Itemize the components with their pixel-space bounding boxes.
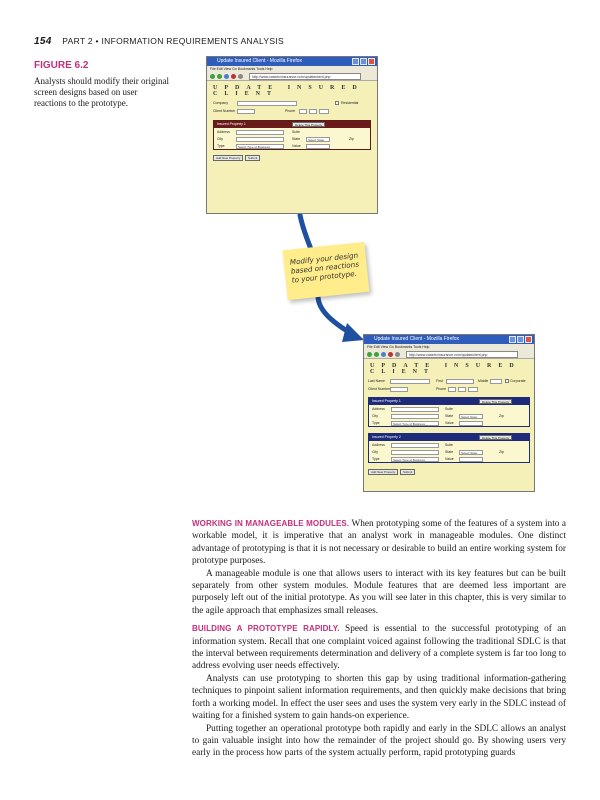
middle-name-field bbox=[490, 379, 502, 384]
arrow-head bbox=[342, 323, 364, 342]
city-field bbox=[391, 450, 439, 455]
type-label: Type bbox=[372, 457, 380, 461]
section-heading-modules: WORKING IN MANAGEABLE MODULES. bbox=[192, 519, 350, 528]
residential-label: Residential bbox=[341, 101, 359, 105]
state-label: State bbox=[445, 450, 454, 454]
address-field bbox=[391, 407, 439, 412]
forward-icon bbox=[217, 74, 222, 79]
maximize-icon bbox=[360, 58, 367, 65]
first-name-field bbox=[446, 379, 474, 384]
client-number-label: Client Number bbox=[213, 109, 236, 113]
address-label: Address bbox=[372, 407, 385, 411]
phone-prefix bbox=[458, 387, 466, 392]
forward-icon bbox=[374, 352, 379, 357]
city-field bbox=[236, 137, 284, 142]
city-label: City bbox=[217, 137, 224, 141]
menu-bar: File Edit View Go Bookmarks Tools Help bbox=[207, 66, 377, 72]
zip-label: Zip bbox=[499, 414, 504, 418]
close-icon bbox=[525, 336, 532, 343]
part-title: PART 2 • INFORMATION REQUIREMENTS ANALYSIS bbox=[62, 36, 284, 46]
state-label: State bbox=[445, 414, 454, 418]
address-bar: http://www.casinhcinsurance.com/updateclient.php bbox=[249, 73, 361, 80]
middle-name-label: Middle bbox=[478, 379, 489, 383]
address-field bbox=[391, 443, 439, 448]
home-icon bbox=[395, 352, 400, 357]
city-field bbox=[391, 414, 439, 419]
minimize-icon bbox=[509, 336, 516, 343]
panel-title: Insured Property 1 bbox=[217, 122, 246, 126]
section1-paragraph-1: When prototyping some of the features of a system into a workable model, it is imperative that an analyst work in manageable modules. One distinct advantage of prototyping is that it is not necessary or desirable to build an entire working system for prototype purposes. bbox=[192, 519, 567, 567]
reload-icon bbox=[381, 352, 386, 357]
type-select: Select Type of Business bbox=[391, 421, 439, 426]
company-field bbox=[237, 101, 297, 106]
reload-icon bbox=[224, 74, 229, 79]
last-name-field bbox=[390, 379, 430, 384]
stop-icon bbox=[388, 352, 393, 357]
last-name-label: Last Name bbox=[368, 379, 385, 383]
panel-header bbox=[369, 434, 529, 441]
nav-bar bbox=[207, 72, 377, 81]
delete-property-button: Delete This Property bbox=[292, 122, 325, 127]
state-select: Select State bbox=[459, 414, 483, 419]
phone-area bbox=[448, 387, 456, 392]
company-label: Company bbox=[213, 101, 228, 105]
window-titlebar bbox=[364, 335, 534, 344]
value-field bbox=[459, 421, 483, 426]
phone-prefix bbox=[309, 109, 317, 114]
state-select: Select State bbox=[306, 137, 330, 142]
submit-button: Submit bbox=[245, 155, 260, 161]
client-number-label: Client Number bbox=[368, 387, 391, 391]
client-number-field bbox=[237, 109, 255, 114]
body-text bbox=[192, 518, 566, 760]
city-label: City bbox=[372, 450, 379, 454]
section2-paragraph-1: Speed is essential to the successful prototyping of an information system. Recall that one complaint voiced against following the traditional SDLC is that the interval between requirements determination and delivery of a complete system is far too long to address evolving user needs effectively. bbox=[192, 624, 566, 672]
back-icon bbox=[367, 352, 372, 357]
city-label: City bbox=[372, 414, 379, 418]
phone-label: Phone bbox=[436, 387, 447, 391]
window-titlebar bbox=[207, 57, 377, 66]
note-text: Modify your design based on reactions to your prototype. bbox=[289, 250, 360, 285]
address-bar: http://www.casinhcinsurance.com/updateclient.php bbox=[406, 351, 518, 358]
residential-checkbox bbox=[335, 101, 339, 105]
value-field bbox=[306, 144, 330, 149]
minimize-icon bbox=[352, 58, 359, 65]
nav-bar bbox=[364, 350, 534, 359]
state-select: Select State bbox=[459, 450, 483, 455]
suite-label: Suite bbox=[445, 443, 453, 447]
screenshot-modified bbox=[363, 334, 535, 492]
sticky-note bbox=[283, 242, 370, 300]
phone-area bbox=[299, 109, 307, 114]
suite-label: Suite bbox=[292, 130, 300, 134]
delete-property-button: Delete This Property bbox=[479, 399, 512, 404]
property-panel-2 bbox=[368, 433, 530, 463]
type-label: Type bbox=[217, 144, 225, 148]
property-panel bbox=[213, 120, 371, 150]
address-field bbox=[236, 130, 284, 135]
section2-paragraph-3: Putting together an operational prototype both rapidly and early in the SDLC allows an analyst to gain valuable insight into how the remainder of the project should go. By showing users very early in the process how parts of the system actually perform, rapid prototyping guards bbox=[192, 723, 566, 759]
zip-label: Zip bbox=[499, 450, 504, 454]
client-number-field bbox=[390, 387, 408, 392]
panel-header bbox=[214, 121, 370, 128]
menu-bar: File Edit View Go Bookmarks Tools Help bbox=[364, 344, 534, 350]
panel-title: Insured Property 2 bbox=[372, 435, 401, 439]
zip-label: Zip bbox=[349, 137, 354, 141]
maximize-icon bbox=[517, 336, 524, 343]
phone-label: Phone bbox=[285, 109, 296, 113]
screenshot-original bbox=[206, 56, 378, 214]
value-label: Value bbox=[445, 457, 454, 461]
add-property-button: Add New Property bbox=[368, 469, 398, 475]
phone-number bbox=[468, 387, 478, 392]
submit-button: Submit bbox=[400, 469, 415, 475]
type-select: Select Type of Business bbox=[236, 144, 284, 149]
corporate-checkbox bbox=[505, 379, 509, 383]
suite-label: Suite bbox=[445, 407, 453, 411]
window-title: Update Insured Client - Mozilla Firefox bbox=[217, 58, 303, 64]
add-property-button: Add New Property bbox=[213, 155, 243, 161]
form-title: UPDATE INSURED CLIENT bbox=[370, 363, 521, 375]
corporate-label: Corporate bbox=[510, 379, 526, 383]
stop-icon bbox=[231, 74, 236, 79]
home-icon bbox=[238, 74, 243, 79]
back-icon bbox=[210, 74, 215, 79]
first-name-label: First bbox=[436, 379, 443, 383]
address-label: Address bbox=[217, 130, 230, 134]
close-icon bbox=[368, 58, 375, 65]
section1-paragraph-2: A manageable module is one that allows users to interact with its key features but can be built separately from other system modules. Module features that are deemed less important are purposely left out of the initial prototype. As you will see later in this chapter, this is very similar to the agile approach that emphasizes small releases. bbox=[192, 568, 566, 616]
address-label: Address bbox=[372, 443, 385, 447]
value-label: Value bbox=[292, 144, 301, 148]
window-title: Update Insured Client - Mozilla Firefox bbox=[374, 336, 460, 342]
delete-property-button: Delete This Property bbox=[479, 435, 512, 440]
section-heading-rapid: BUILDING A PROTOTYPE RAPIDLY. bbox=[192, 624, 340, 634]
property-panel-1 bbox=[368, 397, 530, 427]
value-label: Value bbox=[445, 421, 454, 425]
value-field bbox=[459, 457, 483, 462]
panel-title: Insured Property 1 bbox=[372, 399, 401, 403]
panel-header bbox=[369, 398, 529, 405]
type-select: Select Type of Business bbox=[391, 457, 439, 462]
state-label: State bbox=[292, 137, 301, 141]
page-number: 154 bbox=[34, 36, 52, 47]
section2-paragraph-2: Analysts can use prototyping to shorten this gap by using traditional information-gathering techniques to pinpoint salient information requirements, and then quickly make decisions that bring forth a working model. In effect the user sees and uses the system very early in the SDLC instead of waiting for a finished system to gain hands-on experience. bbox=[192, 673, 566, 722]
figure-caption: Analysts should modify their original screen designs based on user reactions to the prototype. bbox=[34, 76, 169, 108]
type-label: Type bbox=[372, 421, 380, 425]
phone-number bbox=[319, 109, 329, 114]
figure-label: FIGURE 6.2 bbox=[34, 60, 89, 71]
form-title: UPDATE INSURED CLIENT bbox=[213, 85, 364, 97]
